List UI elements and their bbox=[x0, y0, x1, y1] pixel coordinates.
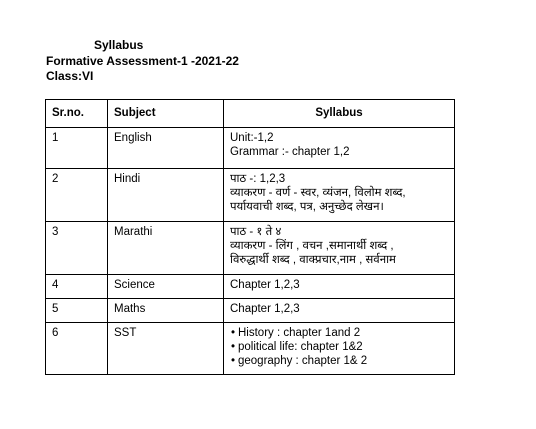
syllabus-line: Grammar :- chapter 1,2 bbox=[230, 146, 350, 158]
column-header-srno: Sr.no. bbox=[46, 100, 108, 128]
cell-srno: 4 bbox=[46, 275, 108, 299]
cell-subject: SST bbox=[108, 323, 224, 375]
cell-srno: 3 bbox=[46, 222, 108, 275]
cell-subject: English bbox=[108, 128, 224, 169]
table-row bbox=[46, 299, 455, 323]
cell-syllabus bbox=[224, 222, 455, 275]
cell-srno: 5 bbox=[46, 299, 108, 323]
cell-srno: 1 bbox=[46, 128, 108, 169]
syllabus-line: पर्यायवाची शब्द, पत्र, अनुच्छेद लेखन। bbox=[230, 201, 384, 213]
cell-subject: Science bbox=[108, 275, 224, 299]
table-header-row bbox=[46, 100, 455, 128]
syllabus-line: व्याकरण - लिंग , वचन ,समानार्थी शब्द , bbox=[230, 240, 394, 252]
class-label: Class:VI bbox=[46, 69, 94, 83]
syllabus-title: Syllabus bbox=[94, 38, 144, 52]
column-header-subject: Subject bbox=[108, 100, 224, 128]
table-row bbox=[46, 275, 455, 299]
column-header-syllabus: Syllabus bbox=[224, 100, 455, 128]
syllabus-line: Chapter 1,2,3 bbox=[230, 279, 300, 291]
table-row bbox=[46, 169, 455, 222]
syllabus-line: Chapter 1,2,3 bbox=[230, 303, 300, 315]
table-row bbox=[46, 128, 455, 169]
syllabus-table bbox=[45, 99, 455, 375]
cell-srno: 6 bbox=[46, 323, 108, 375]
cell-syllabus bbox=[224, 275, 455, 299]
cell-subject: Hindi bbox=[108, 169, 224, 222]
table-row bbox=[46, 222, 455, 275]
bullet-item bbox=[230, 340, 448, 354]
cell-subject: Maths bbox=[108, 299, 224, 323]
cell-syllabus bbox=[224, 128, 455, 169]
cell-subject: Marathi bbox=[108, 222, 224, 275]
bullet-item bbox=[230, 354, 448, 368]
syllabus-line: पाठ - १ ते ४ bbox=[230, 226, 282, 238]
bullet-item bbox=[230, 326, 448, 340]
cell-syllabus bbox=[224, 169, 455, 222]
cell-syllabus bbox=[224, 299, 455, 323]
cell-syllabus bbox=[224, 323, 455, 375]
assessment-title: Formative Assessment-1 -2021-22 bbox=[46, 53, 239, 68]
bullet-icon: • bbox=[231, 327, 236, 339]
table-row bbox=[46, 323, 455, 375]
syllabus-line: पाठ -: 1,2,3 bbox=[230, 173, 286, 185]
syllabus-line: व्याकरण - वर्ण - स्वर, व्यंजन, विलोम शब्द, bbox=[230, 187, 406, 199]
cell-srno: 2 bbox=[46, 169, 108, 222]
bullet-text: political life: chapter 1&2 bbox=[238, 341, 363, 353]
bullet-text: History : chapter 1and 2 bbox=[238, 327, 361, 339]
syllabus-line: विरुद्धार्थी शब्द , वाक्प्रचार,नाम , सर्वनाम bbox=[230, 254, 396, 266]
syllabus-line: Unit:-1,2 bbox=[230, 132, 274, 144]
bullet-icon: • bbox=[231, 355, 236, 367]
document-header bbox=[46, 38, 239, 85]
bullet-text: geography : chapter 1& 2 bbox=[238, 355, 368, 367]
bullet-icon: • bbox=[231, 341, 236, 353]
